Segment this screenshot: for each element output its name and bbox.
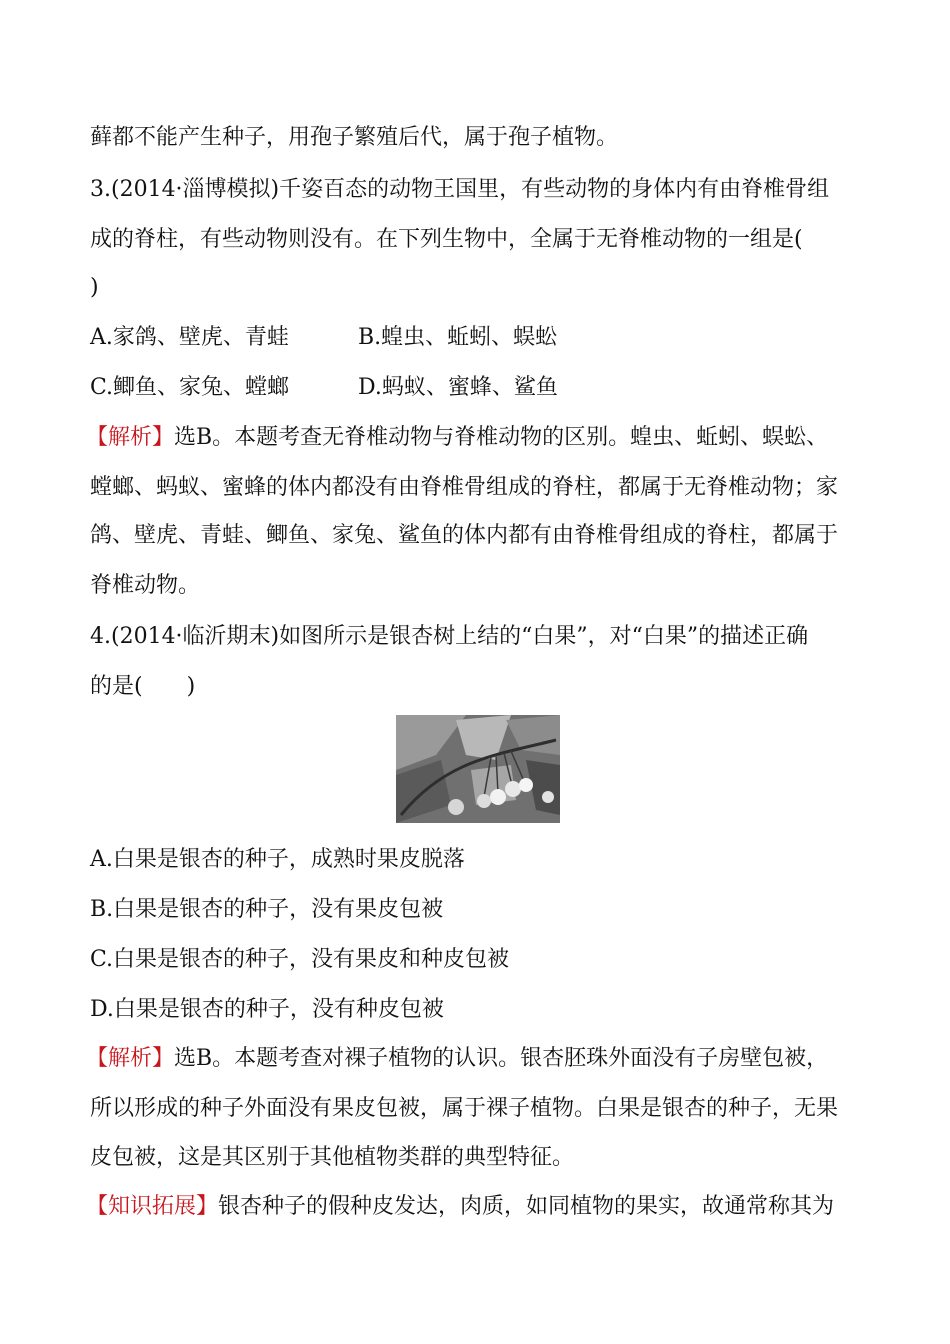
option-d: D.蚂蚁、蜜蜂、鲨鱼 [358, 375, 558, 400]
extension-line-1 [86, 1192, 862, 1222]
answer-3-line-4: 脊椎动物。 [90, 573, 201, 598]
question-3-options-row-1 [90, 323, 862, 353]
answer-3-line-2: 螳螂、蚂蚁、蜜蜂的体内都没有由脊椎骨组成的脊柱，都属于无脊椎动物；家 [90, 475, 839, 500]
option-a: A.家鸽、壁虎、青蛙 [90, 325, 289, 350]
question-3-options-row-2 [90, 373, 862, 403]
answer-text: 选B。本题考查对裸子植物的认识。银杏胚珠外面没有子房壁包被， [174, 1046, 829, 1071]
question-3-line-2: 成的脊柱，有些动物则没有。在下列生物中，全属于无脊椎动物的一组是( [90, 227, 803, 252]
question-3-line-1: 3.(2014·淄博模拟)千姿百态的动物王国里，有些动物的身体内有由脊椎骨组 [90, 177, 830, 202]
answer-4-line-1 [86, 1044, 862, 1074]
answer-4-line-2: 所以形成的种子外面没有果皮包被，属于裸子植物。白果是银杏的种子，无果 [90, 1096, 839, 1121]
question-4-option-a: A.白果是银杏的种子，成熟时果皮脱落 [90, 847, 465, 872]
answer-4-line-3: 皮包被，这是其区别于其他植物类群的典型特征。 [90, 1145, 575, 1170]
question-4-option-c: C.白果是银杏的种子，没有果皮和种皮包被 [90, 947, 510, 972]
question-4-option-b: B.白果是银杏的种子，没有果皮包被 [90, 897, 444, 922]
analysis-tag: 【解析】 [86, 1046, 175, 1071]
answer-3-line-1 [86, 423, 862, 453]
extension-text: 银杏种子的假种皮发达，肉质，如同植物的果实，故通常称其为 [218, 1194, 835, 1219]
option-c: C.鲫鱼、家兔、螳螂 [90, 375, 290, 400]
answer-text: 选B。本题考查无脊椎动物与脊椎动物的区别。蝗虫、蚯蚓、蜈蚣、 [174, 425, 829, 450]
extension-tag: 【知识拓展】 [86, 1194, 219, 1219]
question-4-line-2: 的是( ) [90, 674, 196, 699]
question-3-line-3: ) [90, 275, 99, 300]
text-line: 藓都不能产生种子，用孢子繁殖后代，属于孢子植物。 [90, 125, 619, 150]
option-b: B.蝗虫、蚯蚓、蜈蚣 [358, 325, 558, 350]
question-4-line-1: 4.(2014·临沂期末)如图所示是银杏树上结的“白果”，对“白果”的描述正确 [90, 624, 809, 649]
ginkgo-photo [396, 715, 560, 823]
answer-3-line-3: 鸽、壁虎、青蛙、鲫鱼、家兔、鲨鱼的体内都有由脊椎骨组成的脊柱，都属于 [90, 523, 839, 548]
question-4-option-d: D.白果是银杏的种子，没有种皮包被 [90, 997, 444, 1022]
analysis-tag: 【解析】 [86, 425, 175, 450]
